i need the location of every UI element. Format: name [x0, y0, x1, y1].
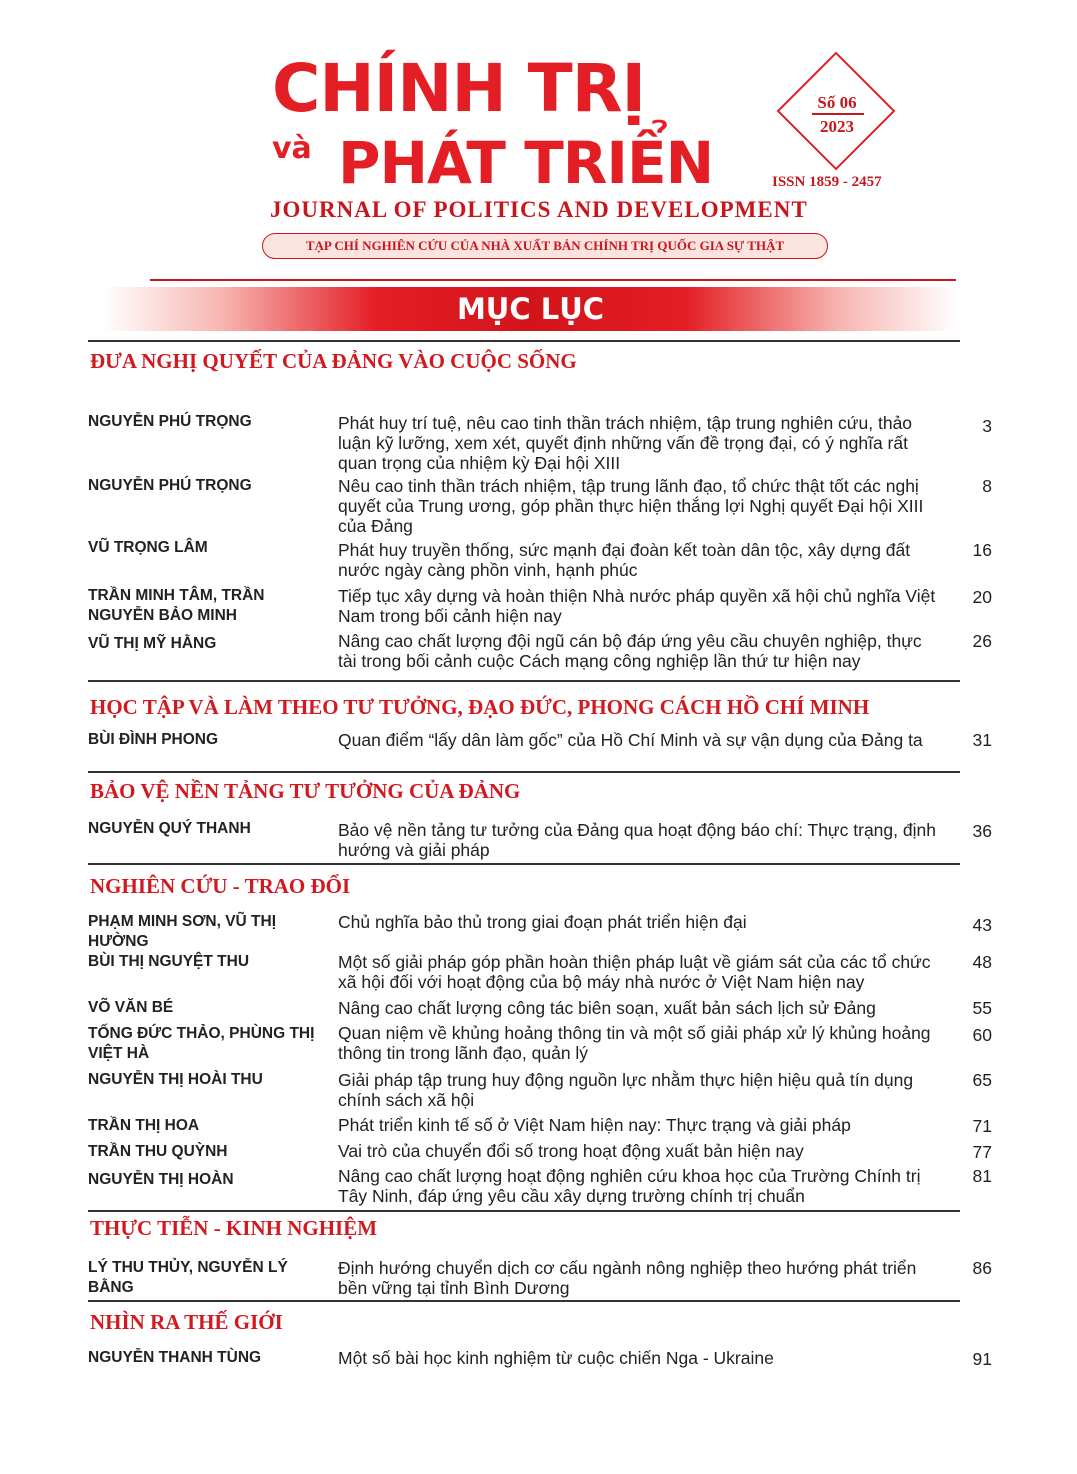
header-divider — [150, 279, 956, 281]
section-divider — [88, 680, 960, 682]
entry-title[interactable]: Giải pháp tập trung huy động nguồn lực nhằm thực hiện hiệu quả tín dụng chính sách xã hội — [338, 1070, 914, 1110]
journal-subtitle: TẠP CHÍ NGHIÊN CỨU CỦA NHÀ XUẤT BẢN CHÍNH TRỊ QUỐC GIA SỰ THẬT — [262, 233, 828, 259]
entry-title[interactable]: Chủ nghĩa bảo thủ trong giai đoạn phát triển hiện đại — [338, 912, 747, 932]
entry-page: 8 — [982, 476, 992, 496]
issue-info — [793, 93, 881, 138]
section-heading: BẢO VỆ NỀN TẢNG TƯ TƯỞNG CỦA ĐẢNG — [90, 779, 521, 803]
entry-author: TRẦN THỊ HOA — [88, 1117, 200, 1134]
entry-author: TRẦN MINH TÂM, TRẦN NGUYỄN BẢO MINH — [88, 587, 265, 624]
section-heading: NGHIÊN CỨU - TRAO ĐỔI — [90, 874, 351, 898]
issue-divider — [812, 113, 864, 115]
entry-author: NGUYỄN THỊ HOÀI THU — [88, 1071, 263, 1088]
entry-title[interactable]: Nâng cao chất lượng đội ngũ cán bộ đáp ứng yêu cầu chuyên nghiệp, thực tài trong bối cảnh cuộc Cách mạng công nghiệp lần thứ tư hiện nay — [338, 631, 922, 671]
issn: ISSN 1859 - 2457 — [772, 174, 882, 190]
entry-author: NGUYỄN QUÝ THANH — [88, 820, 251, 837]
entry-author: NGUYỄN PHÚ TRỌNG — [88, 413, 252, 430]
journal-english-title: JOURNAL OF POLITICS AND DEVELOPMENT — [270, 197, 808, 222]
section-divider — [88, 1300, 960, 1302]
entry-title[interactable]: Một số bài học kinh nghiệm từ cuộc chiến Nga - Ukraine — [338, 1348, 774, 1368]
entry-page: 91 — [972, 1349, 992, 1369]
entry-title[interactable]: Phát huy trí tuệ, nêu cao tinh thần trách nhiệm, tập trung nghiên cứu, thảo luận kỹ lưỡng, xem xét, quyết định những vấn đề trọng đại, có ý nghĩa rất quan trọng của nhiệm kỳ Đại hội XIII — [338, 413, 913, 473]
section-heading: THỰC TIỄN - KINH NGHIỆM — [90, 1216, 378, 1240]
entry-author: VŨ THỊ MỸ HẰNG — [88, 635, 217, 652]
entry-title[interactable]: Vai trò của chuyển đổi số trong hoạt động xuất bản hiện nay — [338, 1141, 804, 1161]
section-divider — [88, 771, 960, 773]
entry-title[interactable]: Tiếp tục xây dựng và hoàn thiện Nhà nước pháp quyền xã hội chủ nghĩa Việt Nam trong bối cảnh hiện nay — [338, 586, 936, 626]
entry-author: BÙI ĐÌNH PHONG — [88, 731, 219, 748]
section-divider — [88, 1210, 960, 1212]
entry-title[interactable]: Phát triển kinh tế số ở Việt Nam hiện nay: Thực trạng và giải pháp — [338, 1115, 851, 1135]
entry-author: VÕ VĂN BÉ — [88, 999, 174, 1016]
entry-author: TỐNG ĐỨC THẢO, PHÙNG THỊ VIỆT HÀ — [88, 1025, 315, 1062]
entry-author: BÙI THỊ NGUYỆT THU — [88, 953, 250, 970]
entry-page: 86 — [972, 1258, 992, 1278]
section-heading: NHÌN RA THẾ GIỚI — [90, 1310, 283, 1334]
entry-author: NGUYỄN THANH TÙNG — [88, 1349, 262, 1366]
section-heading: ĐƯA NGHỊ QUYẾT CỦA ĐẢNG VÀO CUỘC SỐNG — [90, 349, 577, 373]
entry-page: 71 — [972, 1116, 992, 1136]
section-divider — [88, 340, 960, 342]
entry-title[interactable]: Định hướng chuyển dịch cơ cấu ngành nông nghiệp theo hướng phát triển bền vững tại tỉnh Bình Dương — [338, 1258, 917, 1298]
entry-page: 16 — [972, 540, 992, 560]
section-heading: HỌC TẬP VÀ LÀM THEO TƯ TƯỞNG, ĐẠO ĐỨC, PHONG CÁCH HỒ CHÍ MINH — [90, 695, 870, 719]
entry-page: 36 — [972, 821, 992, 841]
entry-title[interactable]: Nâng cao chất lượng công tác biên soạn, xuất bản sách lịch sử Đảng — [338, 998, 876, 1018]
entry-page: 43 — [972, 915, 992, 935]
entry-author: VŨ TRỌNG LÂM — [88, 539, 208, 556]
entry-author: PHẠM MINH SƠN, VŨ THỊ HƯỜNG — [88, 913, 277, 950]
entry-author: TRẦN THU QUỲNH — [88, 1143, 228, 1160]
entry-author: NGUYỄN THỊ HOÀN — [88, 1171, 234, 1188]
masthead-title-line1: CHÍNH TRỊ — [272, 50, 646, 127]
entry-title[interactable]: Bảo vệ nền tảng tư tưởng của Đảng qua hoạt động báo chí: Thực trạng, định hướng và giải pháp — [338, 820, 936, 860]
entry-page: 31 — [972, 730, 992, 750]
issue-number: Số 06 — [817, 93, 857, 112]
entry-title[interactable]: Nâng cao chất lượng hoạt động nghiên cứu khoa học của Trường Chính trị Tây Ninh, đáp ứng yêu cầu xây dựng trường chính trị chuẩn — [338, 1166, 921, 1206]
entry-page: 26 — [972, 631, 992, 651]
entry-title[interactable]: Một số giải pháp góp phần hoàn thiện pháp luật về giám sát của các tổ chức xã hội đối với hoạt động của bộ máy nhà nước ở Việt Nam hiện nay — [338, 952, 931, 992]
entry-title[interactable]: Phát huy truyền thống, sức mạnh đại đoàn kết toàn dân tộc, xây dựng đất nước ngày càng phồn vinh, hạnh phúc — [338, 540, 911, 580]
masthead-conjunction: và — [272, 131, 312, 166]
entry-page: 20 — [972, 587, 992, 607]
entry-title[interactable]: Nêu cao tinh thần trách nhiệm, tập trung lãnh đạo, tổ chức thật tốt các nghị quyết của Trung ương, góp phần thực hiện thắng lợi Nghị quyết Đại hội XIII của Đảng — [338, 476, 924, 536]
entry-page: 77 — [972, 1142, 992, 1162]
entry-page: 81 — [972, 1166, 992, 1186]
entry-title[interactable]: Quan điểm “lấy dân làm gốc” của Hồ Chí Minh và sự vận dụng của Đảng ta — [338, 730, 923, 750]
entry-author: NGUYỄN PHÚ TRỌNG — [88, 477, 252, 494]
entry-page: 65 — [972, 1070, 992, 1090]
entry-title[interactable]: Quan niệm về khủng hoảng thông tin và một số giải pháp xử lý khủng hoảng thông tin trong lãnh đạo, quản lý — [338, 1023, 931, 1063]
issue-year: 2023 — [820, 117, 854, 137]
toc-title: MỤC LỤC — [456, 292, 605, 326]
entry-author: LÝ THU THỦY, NGUYỄN LÝ BẰNG — [88, 1259, 288, 1296]
masthead-title-line2: PHÁT TRIỂN — [338, 129, 714, 197]
section-divider — [88, 863, 960, 865]
entry-page: 3 — [982, 416, 992, 436]
entry-page: 48 — [972, 952, 992, 972]
entry-page: 60 — [972, 1025, 992, 1045]
entry-page: 55 — [972, 998, 992, 1018]
